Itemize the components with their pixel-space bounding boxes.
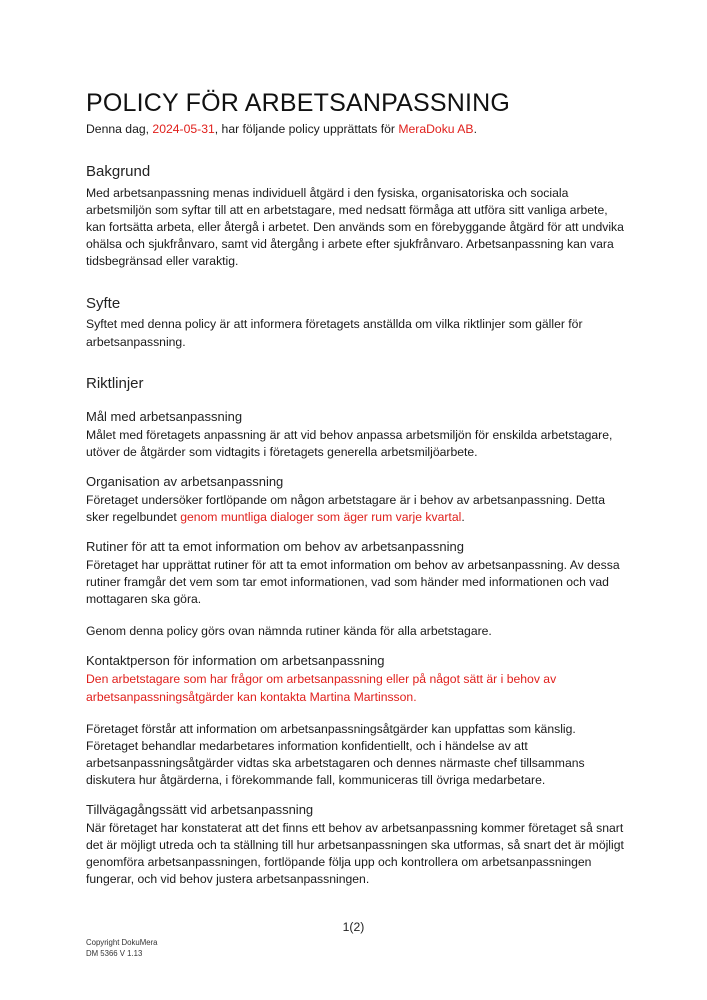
text-rutiner: Företaget har upprättat rutiner för att ta emot information om behov av arbetsanpassning. Av dessa rutiner framgår det vem som tar emot informationen, vad som händer med informationen och vad mottagaren ska göra. <box>86 558 620 607</box>
text-organisation-suffix: . <box>461 509 465 524</box>
document-content <box>86 86 626 888</box>
text-syfte: Syftet med denna policy är att informera företagets anställda om vilka riktlinjer som gäller för arbetsanpassning. <box>86 317 583 349</box>
text-kontakt-2: Företaget förstår att information om arbetsanpassningsåtgärder kan uppfattas som känslig. Företaget behandlar medarbetares information konfidentiellt, och i händelse av att arbetsanpassningsåtgärder vidtas ska arbetstagaren och dennes närmaste chef tillsammans diskutera hur åtgärderna, i förekommande fall, kommuniceras till övriga medarbetare. <box>86 721 585 787</box>
page-number: 1(2) <box>342 920 365 934</box>
intro-company: MeraDoku AB <box>398 122 474 136</box>
text-bakgrund: Med arbetsanpassning menas individuell åtgärd i den fysiska, organisatoriska och sociala arbetsmiljön som syftar till att en arbetstagare, med nedsatt förmåga att utföra sitt vanliga arbete, kan fortsätta arbeta, eller återgå i arbetet. Den används som en förebyggande åtgärd för att undvika ohälsa och sjukfrånvaro, samt vid återgång i arbete efter sjukfrånvaro. Arbetsanpassning kan vara tidsbegränsad eller varaktig. <box>86 186 624 269</box>
heading-rutiner: Rutiner för att ta emot information om behov av arbetsanpassning <box>86 539 464 555</box>
intro-line <box>86 121 626 138</box>
text-kontakt-suffix: . <box>413 689 417 704</box>
footer-copyright: Copyright DokuMera <box>86 938 158 947</box>
heading-tillvagagangssatt: Tillvägagångssätt vid arbetsanpassning <box>86 801 314 817</box>
text-kontakt-highlight: Den arbetstagare som har frågor om arbetsanpassning eller på något sätt är i behov av arbetsanpassningsåtgärder kan kontakta Martina Martinsson <box>86 672 557 704</box>
intro-middle: , har följande policy upprättats för <box>214 122 399 136</box>
footer-doc-id: DM 5366 V 1.13 <box>86 949 143 958</box>
heading-kontakt: Kontaktperson för information om arbetsanpassning <box>86 653 385 669</box>
text-tillvagagangssatt: När företaget har konstaterat att det finns ett behov av arbetsanpassning kommer företaget så snart det är möjligt utreda och ta ställning till hur arbetsanpassningen ska utformas, så snart det är möjligt genomföra arbetsanpassningen, fortlöpande följa upp och kontrollera om arbetsanpassningen fungerar, och vid behov justera arbetsanpassningen. <box>86 820 624 887</box>
text-organisation-highlight: genom muntliga dialoger som äger rum varje kvartal <box>180 509 462 524</box>
heading-bakgrund: Bakgrund <box>86 163 151 180</box>
intro-suffix: . <box>473 122 477 136</box>
text-organisation <box>86 492 626 526</box>
page-title: POLICY FÖR ARBETSANPASSNING <box>86 89 511 117</box>
heading-mal: Mål med arbetsanpassning <box>86 408 243 424</box>
text-rutiner-2: Genom denna policy görs ovan nämnda rutiner kända för alla arbetstagare. <box>86 624 492 639</box>
heading-syfte: Syfte <box>86 295 121 313</box>
heading-riktlinjer: Riktlinjer <box>86 374 144 392</box>
intro-date: 2024-05-31 <box>152 122 215 136</box>
heading-organisation: Organisation av arbetsanpassning <box>86 473 284 489</box>
intro-prefix: Denna dag, <box>86 122 153 136</box>
text-mal: Målet med företagets anpassning är att vid behov anpassa arbetsmiljön för enskilda arbetstagare, utöver de åtgärder som vidtagits i företagets generella arbetsmiljöarbete. <box>86 427 613 459</box>
footer-copyright-block <box>86 937 158 959</box>
text-kontakt <box>86 671 626 705</box>
text-organisation-prefix: Företaget undersöker fortlöpande om någon arbetstagare är i behov av arbetsanpassning. Detta sker regelbundet <box>86 492 605 524</box>
